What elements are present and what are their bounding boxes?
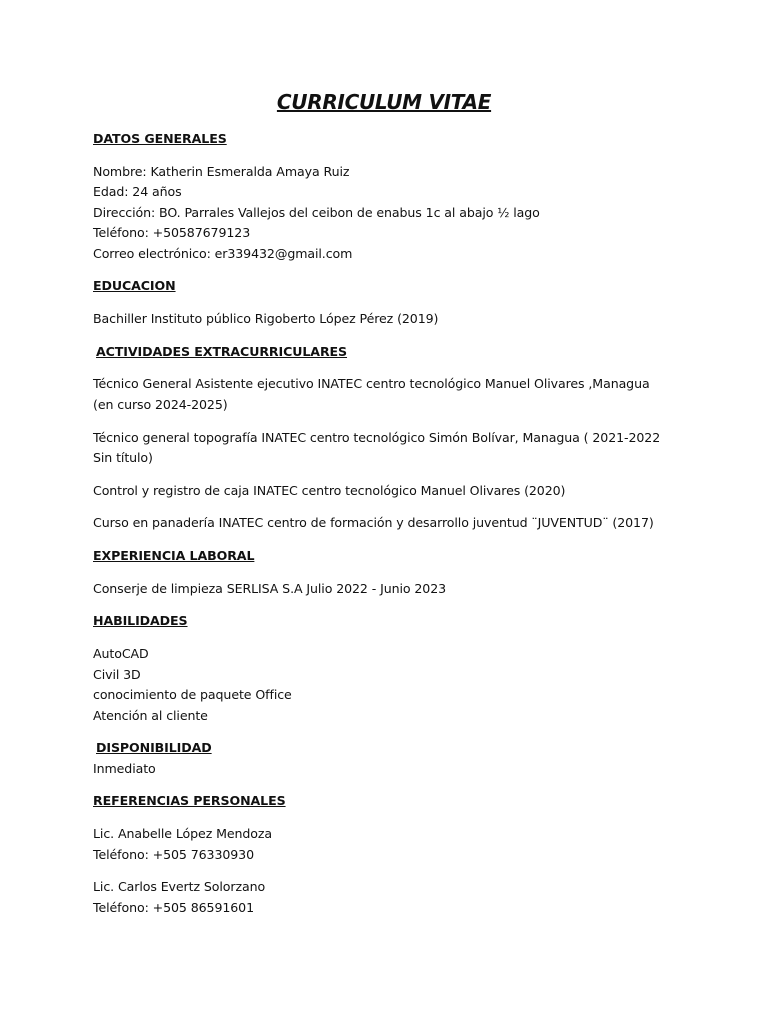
section-heading-experiencia: EXPERIENCIA LABORAL — [93, 548, 255, 563]
correo-text: Correo electrónico: er339432@gmail.com — [93, 246, 353, 261]
section-heading-actividades: ACTIVIDADES EXTRACURRICULARES — [96, 344, 348, 359]
actividad-item-2-line-1: Técnico general topografía INATEC centro tecnológico Simón Bolívar, Managua ( 2021-2022 — [93, 430, 661, 445]
referencia-2-name: Lic. Carlos Evertz Solorzano — [93, 879, 266, 894]
section-heading-disponibilidad: DISPONIBILIDAD — [96, 740, 212, 755]
habilidad-item: Atención al cliente — [93, 708, 208, 723]
edad-text: Edad: 24 años — [93, 184, 182, 199]
habilidad-item: conocimiento de paquete Office — [93, 687, 292, 702]
disponibilidad-value: Inmediato — [93, 761, 156, 776]
telefono-text: Teléfono: +50587679123 — [93, 225, 251, 240]
direccion-text: Dirección: BO. Parrales Vallejos del ceibon de enabus 1c al abajo ½ lago — [93, 205, 540, 220]
section-heading-educacion: EDUCACION — [93, 278, 176, 293]
actividad-item-1-line-2: (en curso 2024-2025) — [93, 397, 228, 412]
referencia-2-phone: Teléfono: +505 86591601 — [93, 900, 255, 915]
actividad-item-2-line-2: Sin título) — [93, 450, 153, 465]
educacion-item: Bachiller Instituto público Rigoberto López Pérez (2019) — [93, 311, 439, 326]
section-heading-habilidades: HABILIDADES — [93, 613, 188, 628]
document-title: CURRICULUM VITAE — [276, 90, 492, 114]
actividad-item-3: Control y registro de caja INATEC centro tecnológico Manuel Olivares (2020) — [93, 483, 566, 498]
actividad-item-1-line-1: Técnico General Asistente ejecutivo INATEC centro tecnológico Manuel Olivares ,Managua — [93, 376, 650, 391]
nombre-text: Nombre: Katherin Esmeralda Amaya Ruiz — [93, 164, 350, 179]
referencia-1-phone: Teléfono: +505 76330930 — [93, 847, 255, 862]
habilidad-item: AutoCAD — [93, 646, 149, 661]
section-heading-datos-generales: DATOS GENERALES — [93, 131, 227, 146]
section-heading-referencias: REFERENCIAS PERSONALES — [93, 793, 286, 808]
habilidad-item: Civil 3D — [93, 667, 141, 682]
experiencia-item: Conserje de limpieza SERLISA S.A Julio 2022 - Junio 2023 — [93, 581, 447, 596]
referencia-1-name: Lic. Anabelle López Mendoza — [93, 826, 273, 841]
actividad-item-4: Curso en panadería INATEC centro de formación y desarrollo juventud ¨JUVENTUD¨ (2017) — [93, 515, 654, 530]
